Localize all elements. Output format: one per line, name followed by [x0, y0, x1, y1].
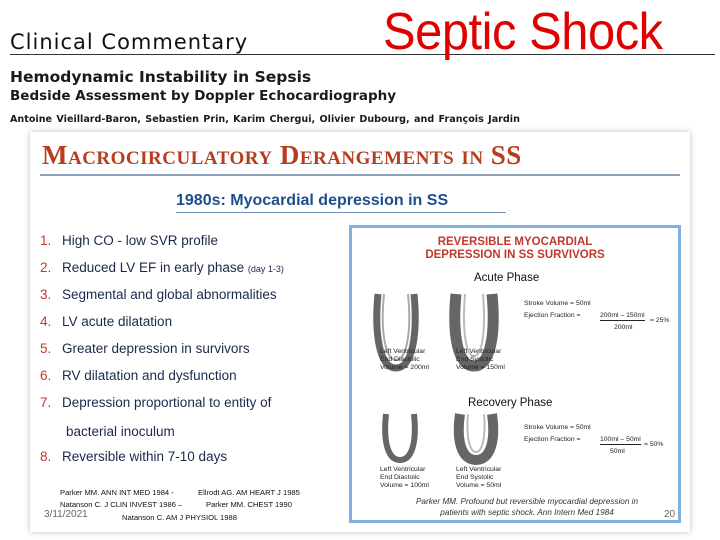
list-number: 1. — [40, 233, 52, 248]
acute-ef-denominator: 200ml — [614, 324, 633, 331]
recovery-es-label: Left Ventricular End Systolic Volume = 50ml — [456, 466, 502, 489]
list-text: High CO - low SVR profile — [62, 233, 219, 248]
list-number: 5. — [40, 341, 52, 356]
panel-title-line: REVERSIBLE MYOCARDIAL — [437, 236, 593, 248]
recovery-phase-label: Recovery Phase — [468, 397, 553, 409]
list-item — [40, 367, 350, 394]
recovery-ed-label: Left Ventricular End Diastolic Volume = 100ml — [380, 466, 429, 489]
lv-end-diastolic-shape — [385, 414, 415, 460]
acute-ed-label: Left Ventricular End Diastolic Volume = 200ml — [380, 348, 429, 371]
list-item — [40, 340, 350, 367]
decade-heading: 1980s: Myocardial depression in SS — [176, 192, 449, 209]
acute-ef-result: = 25% — [650, 317, 670, 324]
acute-stroke-volume: Stroke Volume = 50ml — [524, 300, 591, 307]
list-text: Depression proportional to entity of — [62, 395, 272, 410]
list-text: Reduced LV EF in early phase — [62, 260, 245, 275]
acute-es-label: Left Ventricular End Systolic Volume = 150ml — [456, 348, 505, 371]
acute-ef-numerator: 200ml – 150ml — [600, 312, 645, 319]
panel-title — [352, 236, 678, 262]
ventricle-diagram-recovery — [380, 410, 530, 466]
reference: Natanson C. J CLIN INVEST 1986 – — [60, 500, 183, 509]
article-authors: Antoine Vieillard-Baron, Sebastien Prin, Karim Chergui, Olivier Dubourg, and François Jardin — [10, 114, 520, 125]
article-subtitle: Bedside Assessment by Doppler Echocardiography — [10, 88, 397, 104]
list-number: 6. — [40, 368, 52, 383]
list-number: 3. — [40, 287, 52, 302]
article-title: Hemodynamic Instability in Sepsis — [10, 68, 312, 86]
section-divider — [40, 174, 680, 176]
slide-date: 3/11/2021 — [44, 509, 88, 520]
list-note: (day 1-3) — [247, 264, 284, 274]
list-item — [40, 313, 350, 340]
list-number: 7. — [40, 395, 52, 410]
reference: Ellrodt AG. AM HEART J 1985 — [198, 488, 300, 497]
list-item — [40, 286, 350, 313]
list-text: RV dilatation and dysfunction — [62, 368, 237, 383]
list-text: LV acute dilatation — [62, 314, 173, 329]
panel-citation-line: Parker MM. Profound but reversible myocardial depression in — [415, 497, 639, 506]
acute-ef-label: Ejection Fraction = — [524, 312, 581, 319]
panel-citation-line: patients with septic shock. Ann Intern Med 1984 — [440, 508, 614, 517]
page-title: Septic Shock — [383, 3, 663, 61]
recovery-ef-numerator: 100ml – 50ml — [600, 436, 641, 443]
list-number: 4. — [40, 314, 52, 329]
reference: Parker MM. ANN INT MED 1984 - — [60, 488, 174, 497]
list-text: Segmental and global abnormalities — [62, 287, 277, 302]
echo-panel — [349, 225, 681, 523]
reference: Natanson C. AM J PHYSIOL 1988 — [122, 513, 237, 522]
recovery-ef-label: Ejection Fraction = — [524, 436, 581, 443]
panel-citation — [372, 496, 682, 518]
page-number: 20 — [664, 509, 676, 520]
recovery-ef-denominator: 50ml — [610, 448, 625, 455]
list-text: Reversible within 7-10 days — [62, 449, 228, 464]
list-item — [40, 259, 350, 286]
lv-end-systolic-inner — [464, 294, 484, 356]
list-item — [40, 448, 350, 475]
panel-title-line: DEPRESSION IN SS SURVIVORS — [425, 249, 605, 261]
recovery-stroke-volume: Stroke Volume = 50ml — [524, 424, 591, 431]
findings-list — [40, 232, 350, 475]
list-item — [40, 232, 350, 259]
recovery-ef-result: = 50% — [644, 441, 664, 448]
list-text-continued: bacterial inoculum — [66, 424, 175, 439]
list-item — [40, 394, 350, 448]
decade-underline — [176, 212, 506, 213]
list-text: Greater depression in survivors — [62, 341, 250, 356]
reference: Parker MM. CHEST 1990 — [206, 500, 292, 509]
list-number: 2. — [40, 260, 52, 275]
list-number: 8. — [40, 449, 52, 464]
lv-end-systolic-shape — [459, 414, 493, 460]
lv-end-systolic-inner — [467, 414, 484, 452]
section-title: Macrocirculatory Derangements in SS — [42, 140, 522, 170]
acute-phase-label: Acute Phase — [474, 272, 540, 284]
journal-label: Clinical Commentary — [10, 30, 249, 54]
